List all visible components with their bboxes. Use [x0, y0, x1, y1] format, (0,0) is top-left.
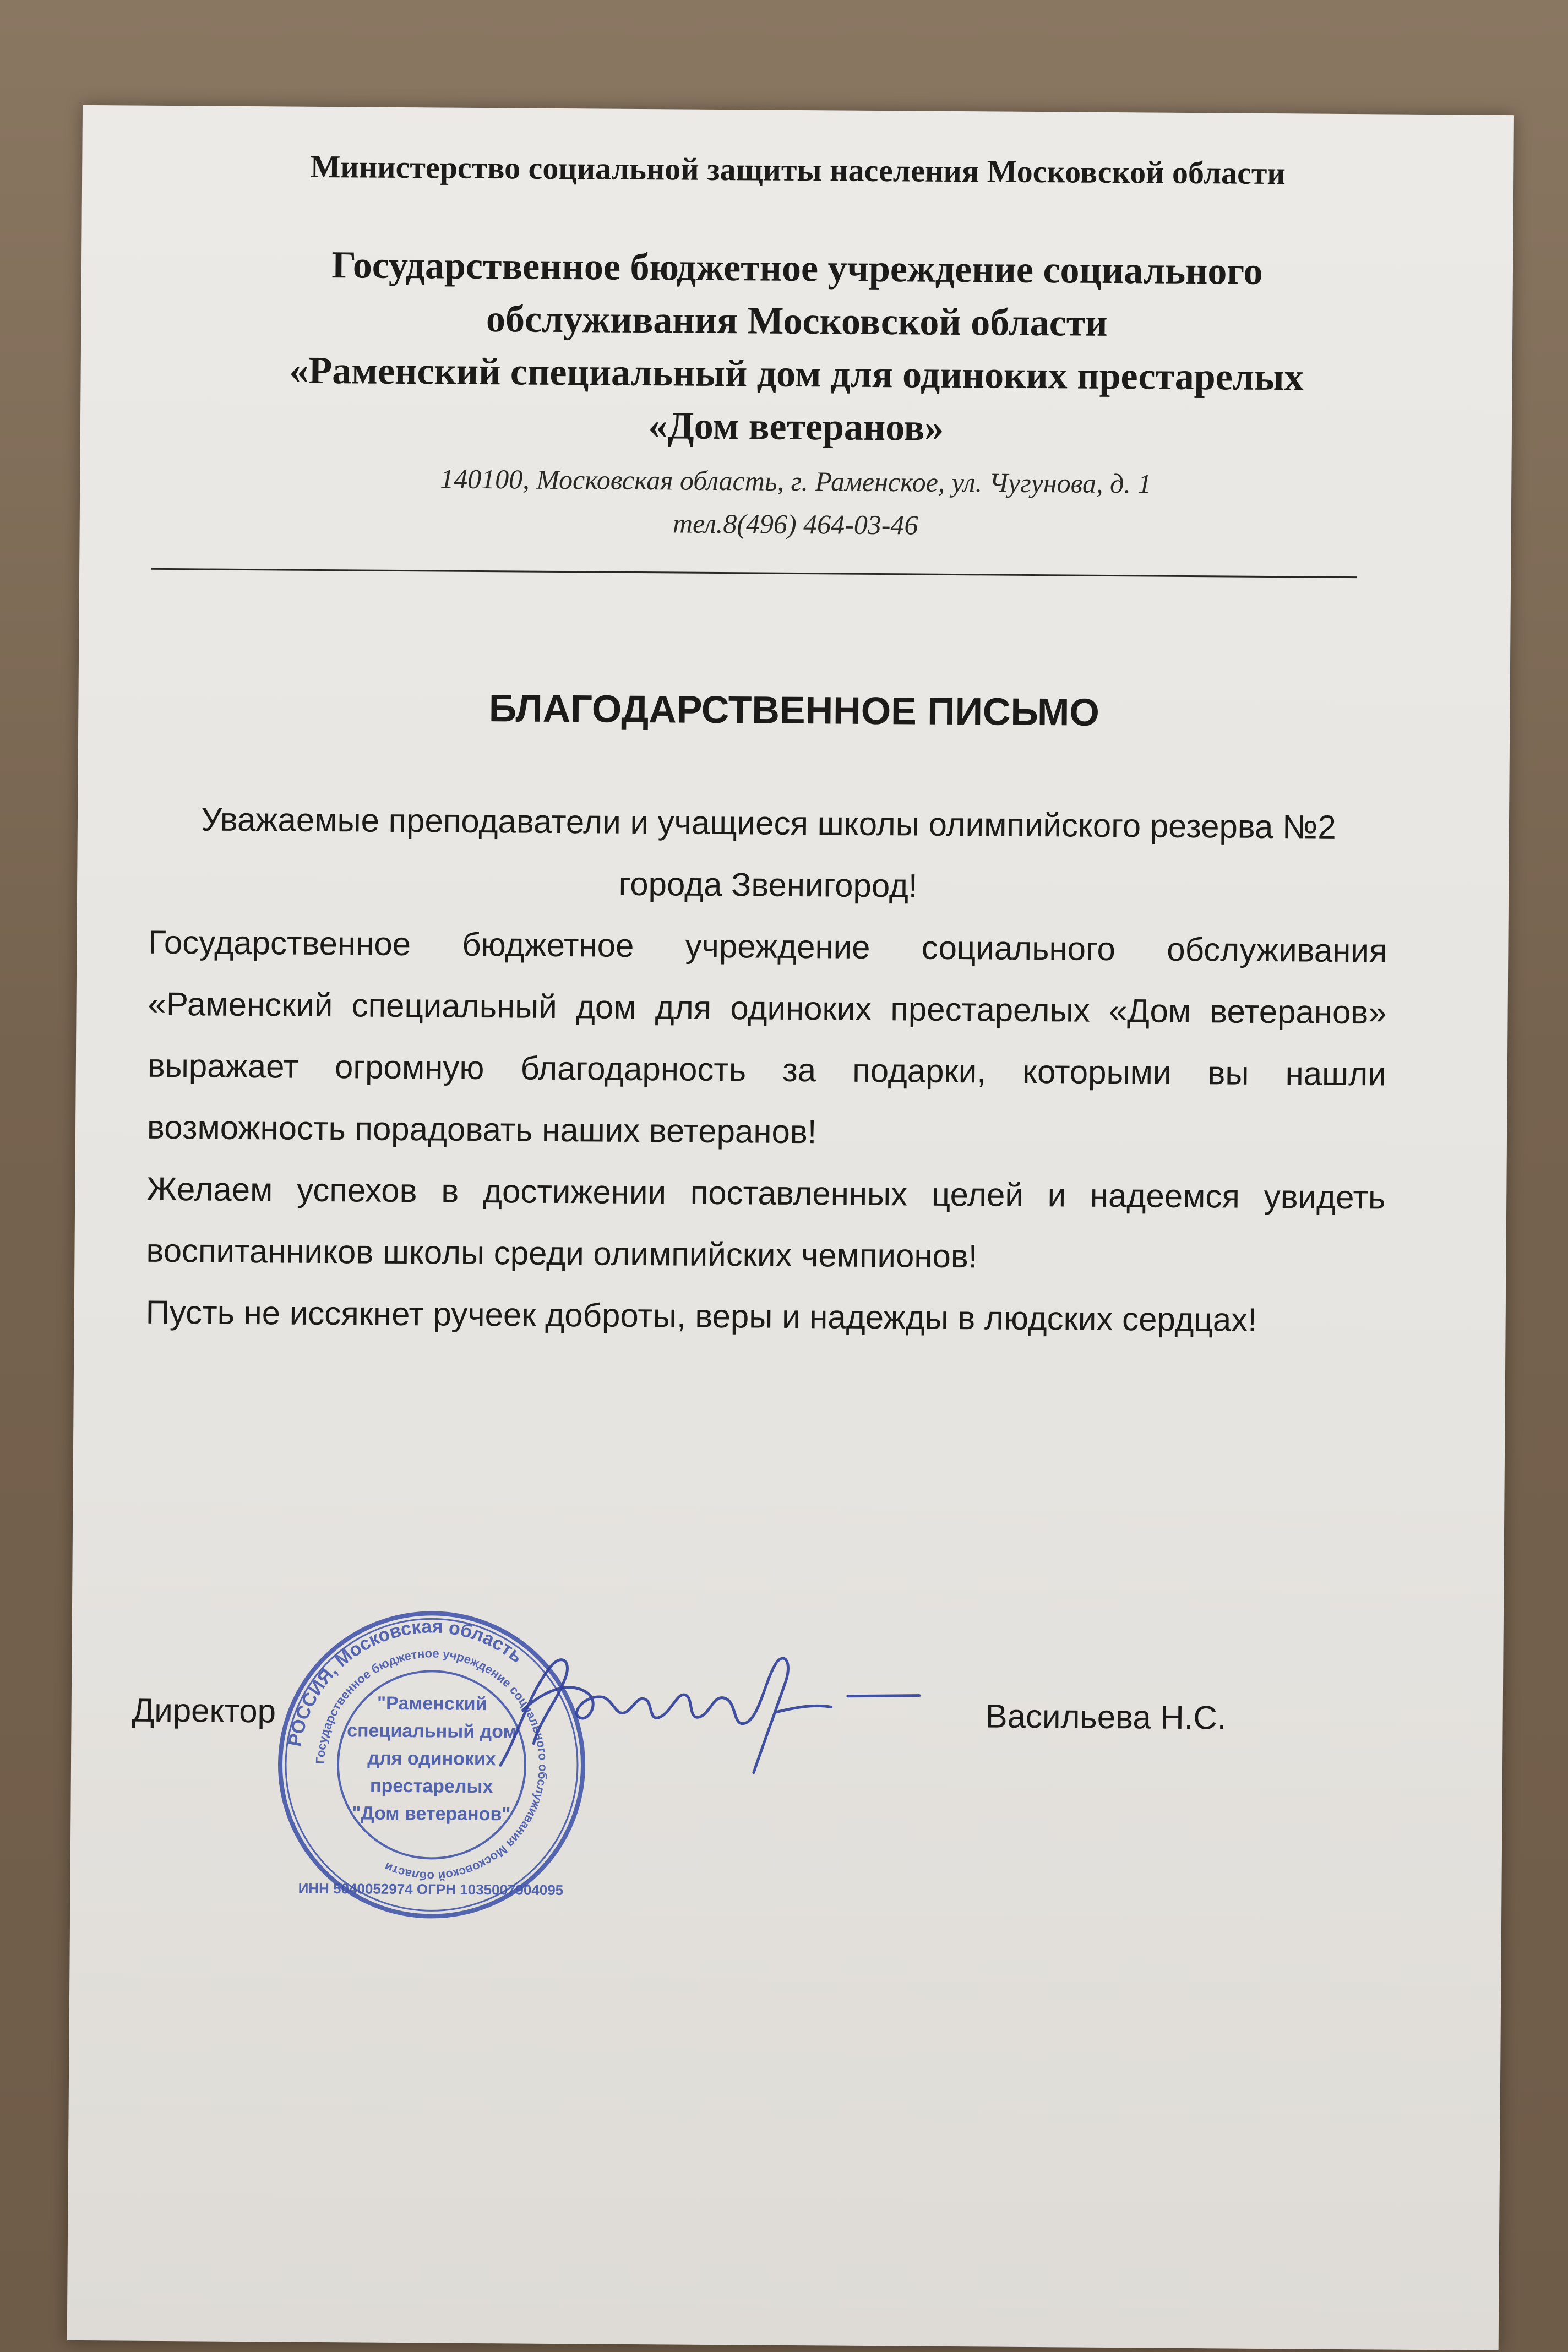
signer-role: Директор: [132, 1691, 276, 1730]
stamp-center-line: "Дом ветеранов": [352, 1803, 511, 1825]
stamp-center-line: престарелых: [369, 1775, 493, 1798]
phone-line: тел.8(496) 464-03-46: [672, 508, 918, 541]
institution-line: Государственное бюджетное учреждение социального: [331, 244, 1263, 293]
institution-line: «Дом ветеранов»: [648, 405, 944, 449]
stamp-center-line: специальный дом: [347, 1720, 517, 1743]
header-divider: [151, 568, 1357, 578]
letter-sheet: [67, 105, 1514, 2350]
stamp-center-line: "Раменский: [377, 1692, 487, 1715]
institution-line: «Раменский специальный дом для одиноких престарелых: [289, 349, 1304, 399]
paragraph-wishes: Желаем успехов в достижении поставленных целей и надеемся увидеть воспитанников школы среди олимпийских чемпионов!: [146, 1170, 1386, 1275]
handwritten-signature: [467, 1627, 964, 1807]
paragraph-closing: Пусть не иссякнет ручеек доброты, веры и надежды в людских сердцах!: [145, 1293, 1257, 1338]
stamp-outer-text: РОССИЯ, Московская область: [284, 1616, 527, 1749]
stamp-bottom-text: ИНН 5040052974 ОГРН 1035007904095: [298, 1880, 564, 1899]
greeting-line: Уважаемые преподаватели и учащиеся школы олимпийского резерва №2: [200, 801, 1337, 846]
stamp-inner-text: Государственное бюджетное учреждение социального обслуживания Московской области: [313, 1646, 551, 1883]
letter-body: [145, 788, 1388, 1352]
letter-title: БЛАГОДАРСТВЕННОЕ ПИСЬМО: [488, 687, 1100, 734]
paragraph-gratitude: Государственное бюджетное учреждение социального обслуживания «Раменский специальный дом для одиноких престарелых «Дом ветеранов» выражает огромную благодарность за подарки, которыми вы нашли возможность порадовать наших ветеранов!: [146, 923, 1387, 1151]
greeting-line: города Звенигород!: [618, 865, 918, 905]
ministry-heading: Министерство социальной защиты населения Московской области: [310, 148, 1286, 192]
address-block: [80, 455, 1512, 551]
address-line: 140100, Московская область, г. Раменское, ул. Чугунова, д. 1: [440, 463, 1152, 499]
signer-name: Васильева Н.С.: [985, 1697, 1227, 1736]
institution-name: [80, 237, 1513, 459]
stamp-center-line: для одиноких: [367, 1747, 496, 1770]
institution-line: обслуживания Московской области: [486, 298, 1108, 345]
